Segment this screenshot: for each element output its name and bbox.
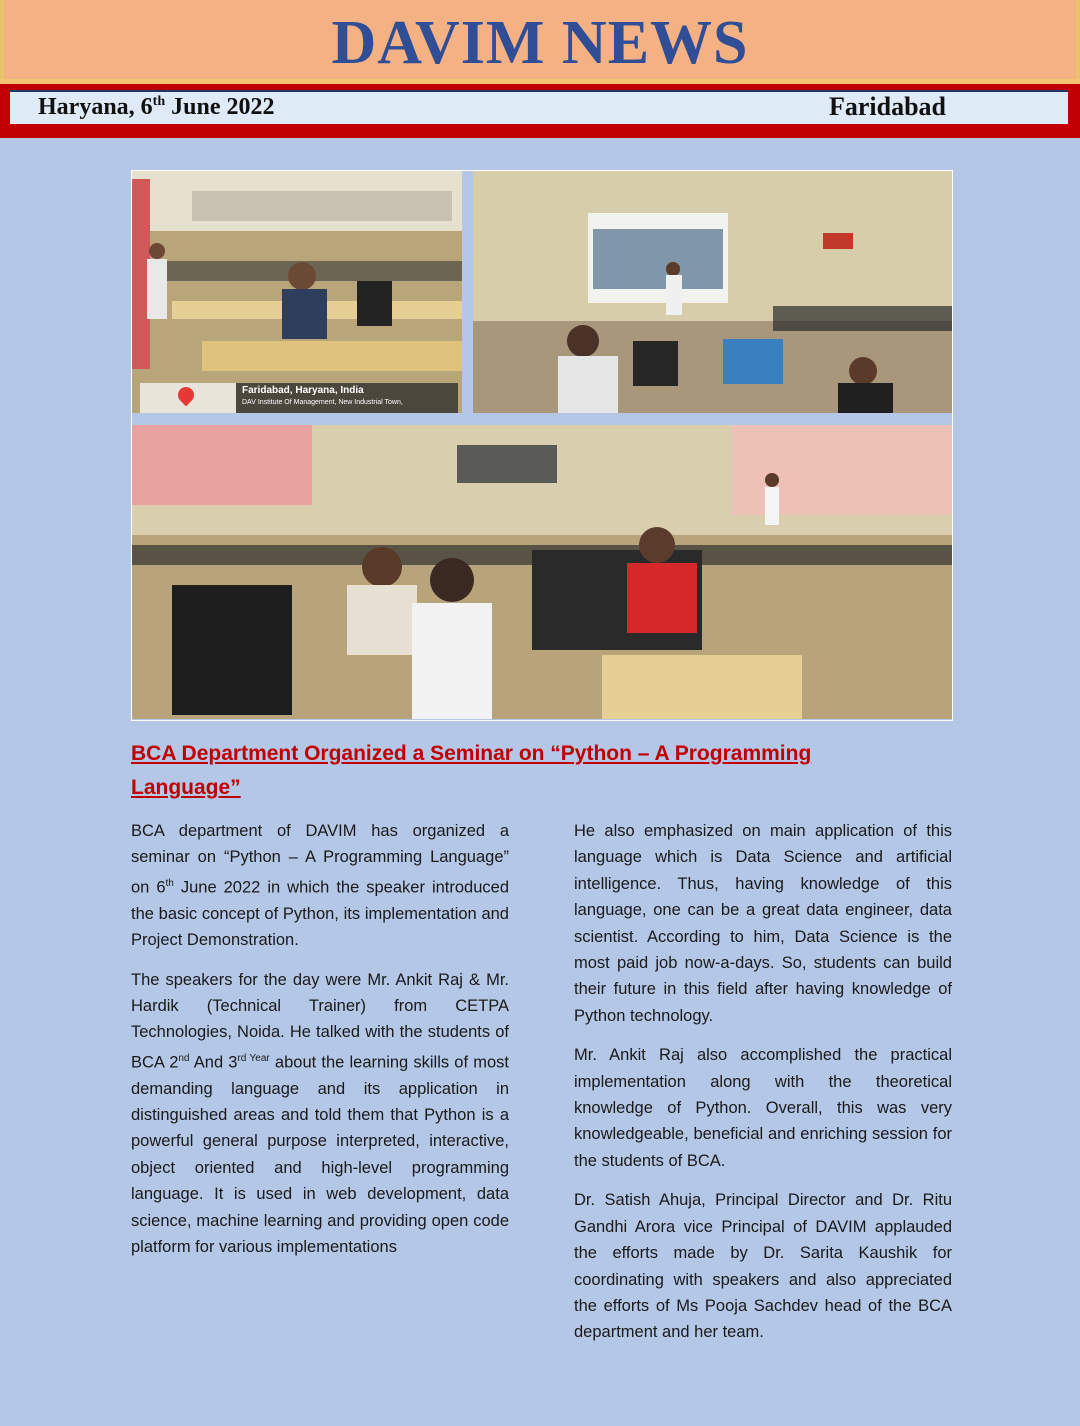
article-paragraph: Mr. Ankit Raj also accomplished the practical implementation along with the theoretical knowledge of Python. Overall, this was very knowledgeable, beneficial and enriching session for the students of BCA. xyxy=(574,1046,952,1170)
newsletter-title: DAVIM NEWS xyxy=(331,9,749,77)
geotag-location: Faridabad, Haryana, India xyxy=(242,385,364,396)
article-paragraph: BCA department of DAVIM has organized a seminar on “Python – A Programming Language” on 6th June 2022 in which the speaker introduced the basic concept of Python, its implementation and Project Demonstration. xyxy=(131,822,509,950)
seminar-photo-projector xyxy=(473,171,952,413)
article-paragraph: He also emphasized on main application of this language which is Data Science and artificial intelligence. Thus, having knowledge of this language, one can be a great data engineer, data scientist. According to him, Data Science is the most paid job now-a-days. So, students can build their future in this field after having knowledge of Python technology. xyxy=(574,822,952,1025)
article-paragraph: Dr. Satish Ahuja, Principal Director and Dr. Ritu Gandhi Arora vice Principal of DAVIM applauded the efforts made by Dr. Sarita Kaushik for coordinating with speakers and also appreciated the efforts of Ms Pooja Sachdev head of the BCA department and her team. xyxy=(574,1191,952,1342)
seminar-photo-classroom-left xyxy=(132,171,462,413)
seminar-photo-computer-lab xyxy=(132,425,952,719)
geotag-overlay xyxy=(140,383,458,413)
geotag-address: DAV Institute Of Management, New Industrial Town, xyxy=(242,399,403,406)
dateline-date: Haryana, 6th June 2022 xyxy=(38,94,275,120)
article-paragraph: The speakers for the day were Mr. Ankit Raj & Mr. Hardik (Technical Trainer) from CETPA Technologies, Noida. He talked with the students of BCA 2nd And $3^{rd Year}$ about the learning skills of most demanding language and its application in distinguished areas and told them that Python is a powerful general purpose interpreted, interactive, object oriented and high-level programming language. It is used in web development, data science, machine learning and providing open code platform for various implementations xyxy=(131,970,509,1257)
article-headline: BCA Department Organized a Seminar on “Python – A Programming Language” xyxy=(131,742,812,799)
dateline-bar xyxy=(0,84,1080,138)
dateline-city: Faridabad xyxy=(828,92,946,121)
article-column-left xyxy=(131,818,509,1274)
article-column-right xyxy=(574,818,952,1359)
